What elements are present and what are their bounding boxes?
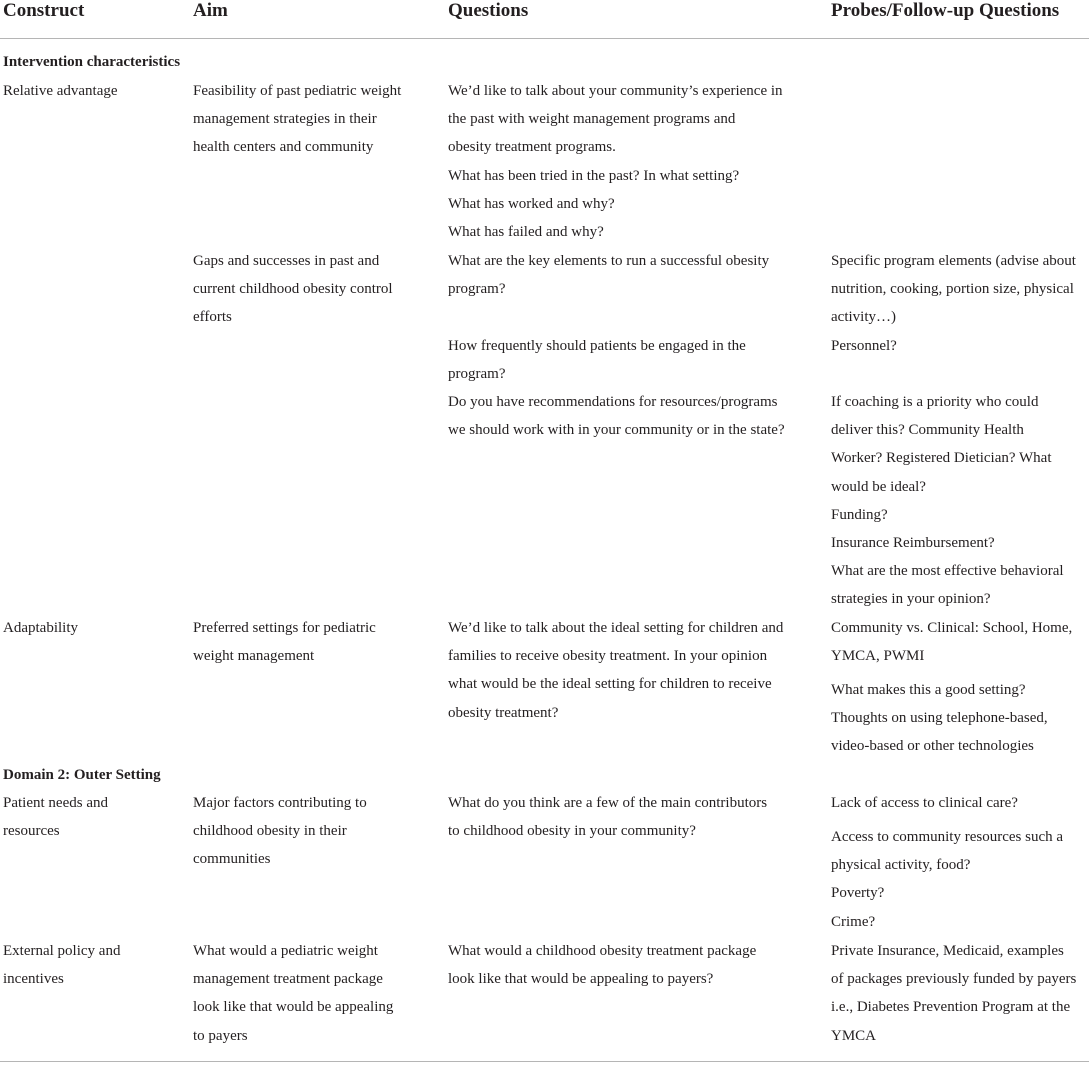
probe-clinical-access: Lack of access to clinical care? <box>831 795 1018 811</box>
probe-community-resources: Access to community resources such a physical activity, food? Poverty? Crime? <box>831 829 1064 930</box>
construct-relative-advantage: Relative advantage <box>3 83 118 99</box>
aim-treatment-package: What would a pediatric weight management treatment package look like that would be appealing to payers <box>193 943 394 1044</box>
aim-preferred-settings: Preferred settings for pediatric weight management <box>193 620 376 665</box>
question-ideal-setting: We’d like to talk about the ideal setting for children and families to receive obesity treatment. In your opinion what would be the ideal setting for children to receive obesity treatment? <box>448 620 784 721</box>
question-key-elements: What are the key elements to run a successful obesity program? <box>448 253 770 298</box>
header-construct: Construct <box>3 0 85 21</box>
section-intervention-characteristics: Intervention characteristics <box>3 54 181 70</box>
aim-gaps-successes: Gaps and successes in past and current childhood obesity control efforts <box>193 253 393 326</box>
table-bottom-rule <box>0 1061 1089 1062</box>
construct-external-policy: External policy and incentives <box>3 943 121 988</box>
questions-past-experience: We’d like to talk about your community’s experience in the past with weight management programs and obesity treatment programs. What has been tried in the past? In what setting? What has worked and why? What has failed and why? <box>448 83 783 241</box>
question-recommendations: Do you have recommendations for resources/programs we should work with in your community or in the state? <box>448 394 785 439</box>
construct-adaptability: Adaptability <box>3 620 78 636</box>
probe-insurance: Private Insurance, Medicaid, examples of packages previously funded by payers i.e., Diabetes Prevention Program at the YMCA <box>831 943 1077 1044</box>
aim-feasibility: Feasibility of past pediatric weight management strategies in their health centers and community <box>193 83 402 156</box>
header-questions: Questions <box>448 0 529 21</box>
section-domain-2-outer-setting: Domain 2: Outer Setting <box>3 767 161 783</box>
header-aim: Aim <box>193 0 228 21</box>
probe-good-setting: What makes this a good setting? Thoughts on using telephone-based, video-based or other technologies <box>831 682 1048 755</box>
probe-coaching: If coaching is a priority who could deliver this? Community Health Worker? Registered Dietician? What would be ideal? Funding? Insurance Reimbursement? What are the most effective behavioral strategies in your opinion? <box>831 394 1064 608</box>
probe-program-elements: Specific program elements (advise about nutrition, cooking, portion size, physical activity…) <box>831 253 1076 326</box>
table-header <box>0 0 1089 39</box>
question-frequency: How frequently should patients be engaged in the program? <box>448 338 746 383</box>
header-probes: Probes/Follow-up Questions <box>831 0 1060 21</box>
probe-personnel: Personnel? <box>831 338 897 354</box>
aim-major-factors: Major factors contributing to childhood obesity in their communities <box>193 795 367 868</box>
question-treatment-package: What would a childhood obesity treatment package look like that would be appealing to payers? <box>448 943 757 988</box>
probe-community-vs-clinical: Community vs. Clinical: School, Home, YMCA, PWMI <box>831 620 1073 665</box>
construct-patient-needs: Patient needs and resources <box>3 795 108 840</box>
question-main-contributors: What do you think are a few of the main contributors to childhood obesity in your community? <box>448 795 768 840</box>
